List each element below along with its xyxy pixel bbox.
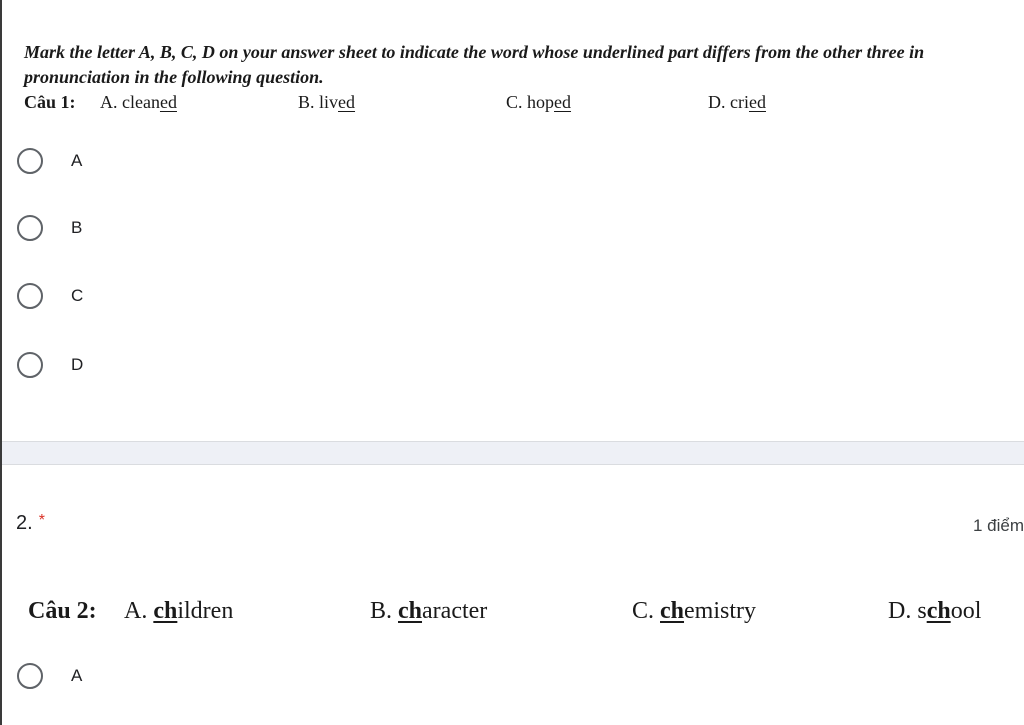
q1-option-b: B. lived — [298, 92, 356, 112]
q2-option-c: C. chemistry — [632, 598, 757, 624]
q1-option-c: C. hoped — [506, 92, 572, 112]
points-label: 1 điểm — [972, 516, 1024, 535]
q2-choice-a[interactable] — [17, 660, 82, 692]
q1-choice-c[interactable] — [17, 280, 83, 312]
choice-label: A — [71, 666, 83, 685]
q1-option-d: D. cried — [708, 92, 766, 112]
choice-label: A — [71, 151, 83, 170]
section-separator — [2, 441, 1024, 465]
q2-option-b: B. character — [370, 598, 488, 624]
question-2-card — [2, 465, 1024, 725]
question-2-label: Câu 2: — [28, 598, 97, 624]
q1-choice-b[interactable] — [17, 212, 82, 244]
question-1-label: Câu 1: — [24, 92, 76, 112]
choice-label: D — [71, 355, 84, 374]
choice-label: C — [71, 286, 84, 305]
q1-choice-a[interactable] — [17, 145, 82, 177]
radio-button[interactable] — [17, 663, 43, 689]
q2-option-d: D. school — [888, 598, 982, 624]
q1-option-a: A. cleaned — [100, 92, 177, 112]
choice-label: B — [71, 218, 83, 237]
radio-button[interactable] — [17, 352, 43, 378]
q1-choice-d[interactable] — [17, 349, 83, 381]
radio-button[interactable] — [17, 215, 43, 241]
question-1-instruction: Mark the letter A, B, C, D on your answer sheet to indicate the word whose underlined part differs from the other three in pronunciation in the following question. — [24, 42, 925, 87]
question-2-number: 2. * — [16, 512, 45, 534]
radio-button[interactable] — [17, 148, 43, 174]
q2-option-a: A. children — [124, 598, 234, 624]
required-asterisk: * — [38, 512, 45, 529]
radio-button[interactable] — [17, 283, 43, 309]
